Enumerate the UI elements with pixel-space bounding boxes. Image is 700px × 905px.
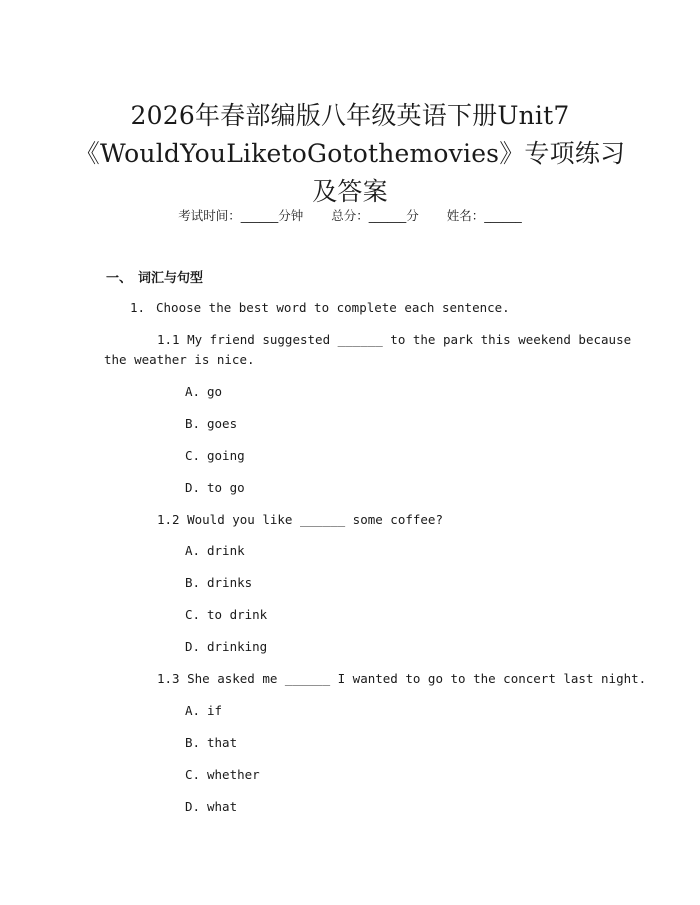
- option-1-1-c: C. going: [185, 448, 245, 463]
- option-1-1-d: D. to go: [185, 480, 245, 495]
- option-1-3-c: C. whether: [185, 767, 260, 782]
- question-prompt: [130, 300, 510, 315]
- subquestion-1-1-continued: the weather is nice.: [104, 352, 255, 367]
- subquestion-1-3: 1.3 She asked me ______ I wanted to go to the concert last night.: [157, 671, 647, 686]
- option-1-2-d: D. drinking: [185, 639, 268, 654]
- option-1-2-b: B. drinks: [185, 575, 253, 590]
- exam-info: [0, 206, 700, 224]
- title-line-3: 及答案: [312, 176, 388, 206]
- option-1-3-b: B. that: [185, 735, 238, 750]
- question-text: Choose the best word to complete each sentence.: [156, 300, 510, 315]
- option-1-3-d: D. what: [185, 799, 238, 814]
- subquestion-1-2: 1.2 Would you like ______ some coffee?: [157, 512, 443, 527]
- section-heading: [106, 267, 203, 286]
- section-number: 一、: [106, 271, 133, 286]
- option-1-3-a: A. if: [185, 703, 223, 718]
- exam-time: 考试时间：______分钟: [178, 208, 304, 223]
- subquestion-1-1: 1.1 My friend suggested ______ to the park this weekend because: [157, 332, 632, 347]
- option-1-2-c: C. to drink: [185, 607, 268, 622]
- section-title: 词汇与句型: [138, 271, 204, 286]
- title-line-2: 《WouldYouLiketoGotothemovies》专项练习: [74, 138, 626, 168]
- option-1-2-a: A. drink: [185, 543, 245, 558]
- question-number: 1.: [130, 300, 146, 315]
- student-name: 姓名：______: [446, 208, 522, 223]
- option-1-1-a: A. go: [185, 384, 223, 399]
- document-title: [60, 97, 640, 211]
- title-line-1: 2026年春部编版八年级英语下册Unit7: [130, 100, 570, 130]
- option-1-1-b: B. goes: [185, 416, 238, 431]
- exam-score: 总分：______分: [331, 208, 419, 223]
